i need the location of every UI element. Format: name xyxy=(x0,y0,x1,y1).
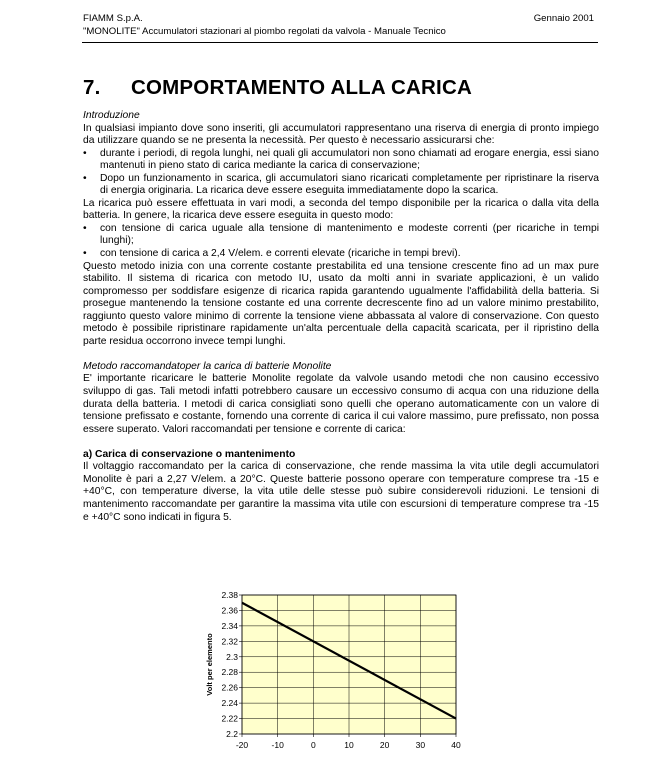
y-tick-label: 2.32 xyxy=(221,636,238,647)
y-tick-label: 2.24 xyxy=(221,698,238,709)
bullet-icon: • xyxy=(83,222,87,234)
float-voltage-chart xyxy=(200,585,480,765)
x-tick-label: -10 xyxy=(271,740,284,750)
section-title-text: COMPORTAMENTO ALLA CARICA xyxy=(131,76,472,99)
list-item: • durante i periodi, di regola lunghi, nei quali gli accumulatori non sono chiamati ad erogare energia, essi siano mantenuti in pieno stato di carica mediante la carica di conservazione; xyxy=(83,147,599,172)
document-title: "MONOLITE" Accumulatori stazionari al piombo regolati da valvola - Manuale Tecnico xyxy=(83,25,446,37)
y-tick-label: 2.26 xyxy=(221,682,238,693)
section-number: 7. xyxy=(83,76,101,99)
subsection-a-heading: a) Carica di conservazione o mantenimento xyxy=(83,448,296,460)
x-tick-label: 0 xyxy=(310,740,316,750)
y-axis-label: Volt per elemento xyxy=(205,633,214,696)
x-tick-label: 30 xyxy=(415,740,426,750)
bullet-icon: • xyxy=(83,248,87,260)
y-tick-label: 2.3 xyxy=(226,651,238,662)
x-tick-label: 10 xyxy=(344,740,354,750)
x-tick-label: 20 xyxy=(379,740,390,750)
y-tick-label: 2.22 xyxy=(221,713,238,724)
y-tick-label: 2.2 xyxy=(226,729,238,739)
page-header xyxy=(83,13,446,38)
header-date: Gennaio 2001 xyxy=(533,13,594,24)
x-tick-label: 40 xyxy=(451,740,461,750)
list-item: • con tensione di carica a 2,4 V/elem. e correnti elevate (ricariche in tempi brevi). xyxy=(83,248,461,260)
list-item: • con tensione di carica uguale alla tensione di mantenimento e modeste correnti (per ricariche in tempi lunghi); xyxy=(83,222,599,247)
y-tick-label: 2.34 xyxy=(221,620,238,631)
list-item: • Dopo un funzionamento in scarica, gli accumulatori siano ricaricati completamente per ripristinare la riserva di energia originaria. La ricarica deve essere eseguita immediatamente dopo la scarica. xyxy=(83,172,599,197)
intro-heading: Introduzione xyxy=(83,110,140,121)
bullet-icon: • xyxy=(83,172,87,184)
method-paragraph: Questo metodo inizia con una corrente costante prestabilita ed una tensione crescente fino ad un max pure stabilito. Il sistema di ricarica con metodo IU, usato da molti anni in svariate applicazioni, è un valido compromesso per soddisfare esigenze di ricarica rapida garantendo ugualmente l'affidabilità della batteria. Si prosegue mantenendo la tensione costante ed una corrente decrescente fino ad un valore minimo prestabilito, raggiunto questo valore minimo di corrente la tensione viene abbassata al valore di conservazione. Con questo metodo è possibile ripristinare rapidamente un'alta percentuale della capacità scaricata, per il ripristino della parte residua occorrono invece tempi lunghi. xyxy=(83,260,599,347)
y-tick-label: 2.36 xyxy=(221,605,238,616)
x-tick-label: -20 xyxy=(235,740,249,750)
company-name: FIAMM S.p.A. xyxy=(83,13,143,24)
bullet-icon: • xyxy=(83,147,87,159)
header-divider xyxy=(82,42,598,43)
intro-paragraph: In qualsiasi impianto dove sono inseriti, gli accumulatori rappresentano una riserva di energia di pronto impiego da utilizzare quando se ne presenta la necessità. Per questo è necessario assicurarsi che: xyxy=(83,122,599,147)
y-tick-label: 2.38 xyxy=(221,590,238,600)
y-tick-label: 2.28 xyxy=(221,667,238,678)
recharge-paragraph: La ricarica può essere effettuata in vari modi, a seconda del tempo disponibile per la ricarica o dalla vita della batteria. In genere, la ricarica deve essere eseguita in questo modo: xyxy=(83,197,599,222)
recommended-heading: Metodo raccomandatoper la carica di batterie Monolite xyxy=(83,360,332,372)
body-text xyxy=(83,110,599,524)
subsection-a-paragraph: Il voltaggio raccomandato per la carica di conservazione, che rende massima la vita utile degli accumulatori Monolite è pari a 2,27 V/elem. a 20°C. Queste batterie possono operare con temperature comprese tra -15 e +40°C, con temperature diverse, la vita utile delle stesse può subire considerevoli riduzioni. Le tensioni di mantenimento raccomandate per garantire la massima vita utile con escursioni di temperature comprese tra -15 e +40°C sono indicati in figura 5. xyxy=(83,461,599,523)
recommended-paragraph: E' importante ricaricare le batterie Monolite regolate da valvole usando metodi che non causino eccessivo sviluppo di gas. Tali metodi infatti potrebbero causare un eccessivo consumo di acqua con una riduzione della durata della batteria. I metodi di carica consigliati sono quelli che operano automaticamente con un valore di tensione prefissato e costante, fornendo una corrente di carica il cui valore massimo, pure prefissato, non possa essere superato. Valori raccomandati per tensione e corrente di carica: xyxy=(83,373,599,435)
section-title xyxy=(83,76,472,100)
